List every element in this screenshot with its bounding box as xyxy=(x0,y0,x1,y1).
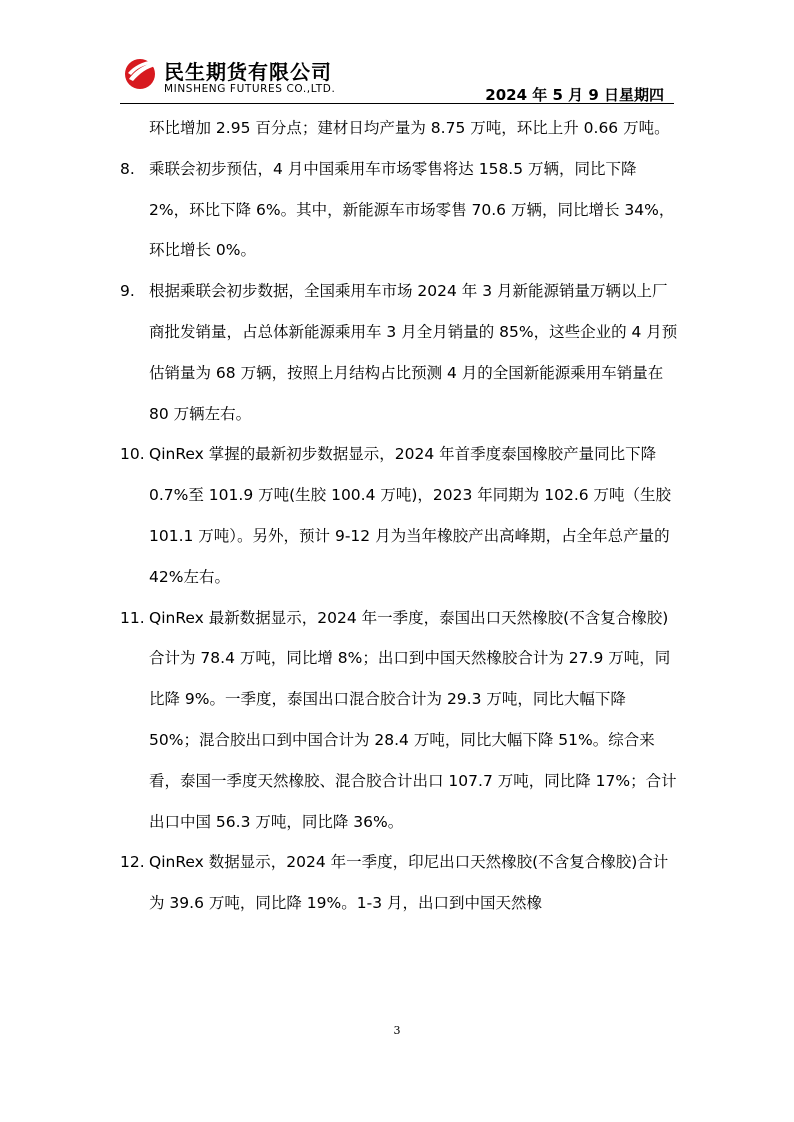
list-item xyxy=(120,842,680,924)
header-divider xyxy=(120,103,674,104)
list-item xyxy=(120,434,680,597)
report-date: 2024 年 5 月 9 日星期四 xyxy=(485,86,664,104)
page-header xyxy=(120,52,674,104)
minsheng-swoosh-logo-icon xyxy=(120,52,160,92)
list-item-text: QinRex 最新数据显示，2024 年一季度，泰国出口天然橡胶(不含复合橡胶)合计为 78.4 万吨，同比增 8%；出口到中国天然橡胶合计为 27.9 万吨，同比降 9%。一季度，泰国出口混合胶合计为 29.3 万吨，同比大幅下降 50%；混合胶出口到中国合计为 28.4 万吨，同比大幅下降 51%。综合来看，泰国一季度天然橡胶、混合胶合计出口 107.7 万吨，同比降 17%；合计出口中国 56.3 万吨，同比降 36%。 xyxy=(149,608,677,831)
list-item-text: QinRex 数据显示，2024 年一季度，印尼出口天然橡胶(不含复合橡胶)合计为 39.6 万吨，同比降 19%。1-3 月，出口到中国天然橡 xyxy=(149,853,669,913)
list-item-text: 乘联会初步预估，4 月中国乘用车市场零售将达 158.5 万辆，同比下降 2%，环比下降 6%。其中，新能源车市场零售 70.6 万辆，同比增长 34%，环比增长 0%。 xyxy=(149,159,675,260)
company-name-en: MINSHENG FUTURES CO.,LTD. xyxy=(164,83,336,95)
list-item-number: 12. xyxy=(120,853,145,872)
list-item-number: 9. xyxy=(120,282,135,301)
list-item-number: 10. xyxy=(120,445,145,464)
list-item-number: 11. xyxy=(120,608,145,627)
list-item xyxy=(120,598,680,843)
company-name-cn: 民生期货有限公司 xyxy=(164,60,332,84)
company-logo xyxy=(120,52,160,96)
continuation-paragraph: 环比增加 2.95 百分点；建材日均产量为 8.75 万吨，环比上升 0.66 万吨。 xyxy=(149,119,670,137)
list-item-text: 根据乘联会初步数据，全国乘用车市场 2024 年 3 月新能源销量万辆以上厂商批发销量，占总体新能源乘用车 3 月全月销量的 85%，这些企业的 4 月预估销量为 68 万辆，按照上月结构占比预测 4 月的全国新能源乘用车销量在 80 万辆左右。 xyxy=(149,282,678,423)
list-item-text: QinRex 掌握的最新初步数据显示，2024 年首季度泰国橡胶产量同比下降 0.7%至 101.9 万吨(生胶 100.4 万吨)，2023 年同期为 102.6 万吨（生胶 101.1 万吨）。另外，预计 9-12 月为当年橡胶产出高峰期，占全年总产量的 42%左右。 xyxy=(149,445,672,586)
list-item-number: 8. xyxy=(120,159,135,178)
list-item xyxy=(120,149,680,271)
document-body xyxy=(120,108,680,924)
list-item xyxy=(120,271,680,434)
page-number: 3 xyxy=(393,1024,401,1037)
